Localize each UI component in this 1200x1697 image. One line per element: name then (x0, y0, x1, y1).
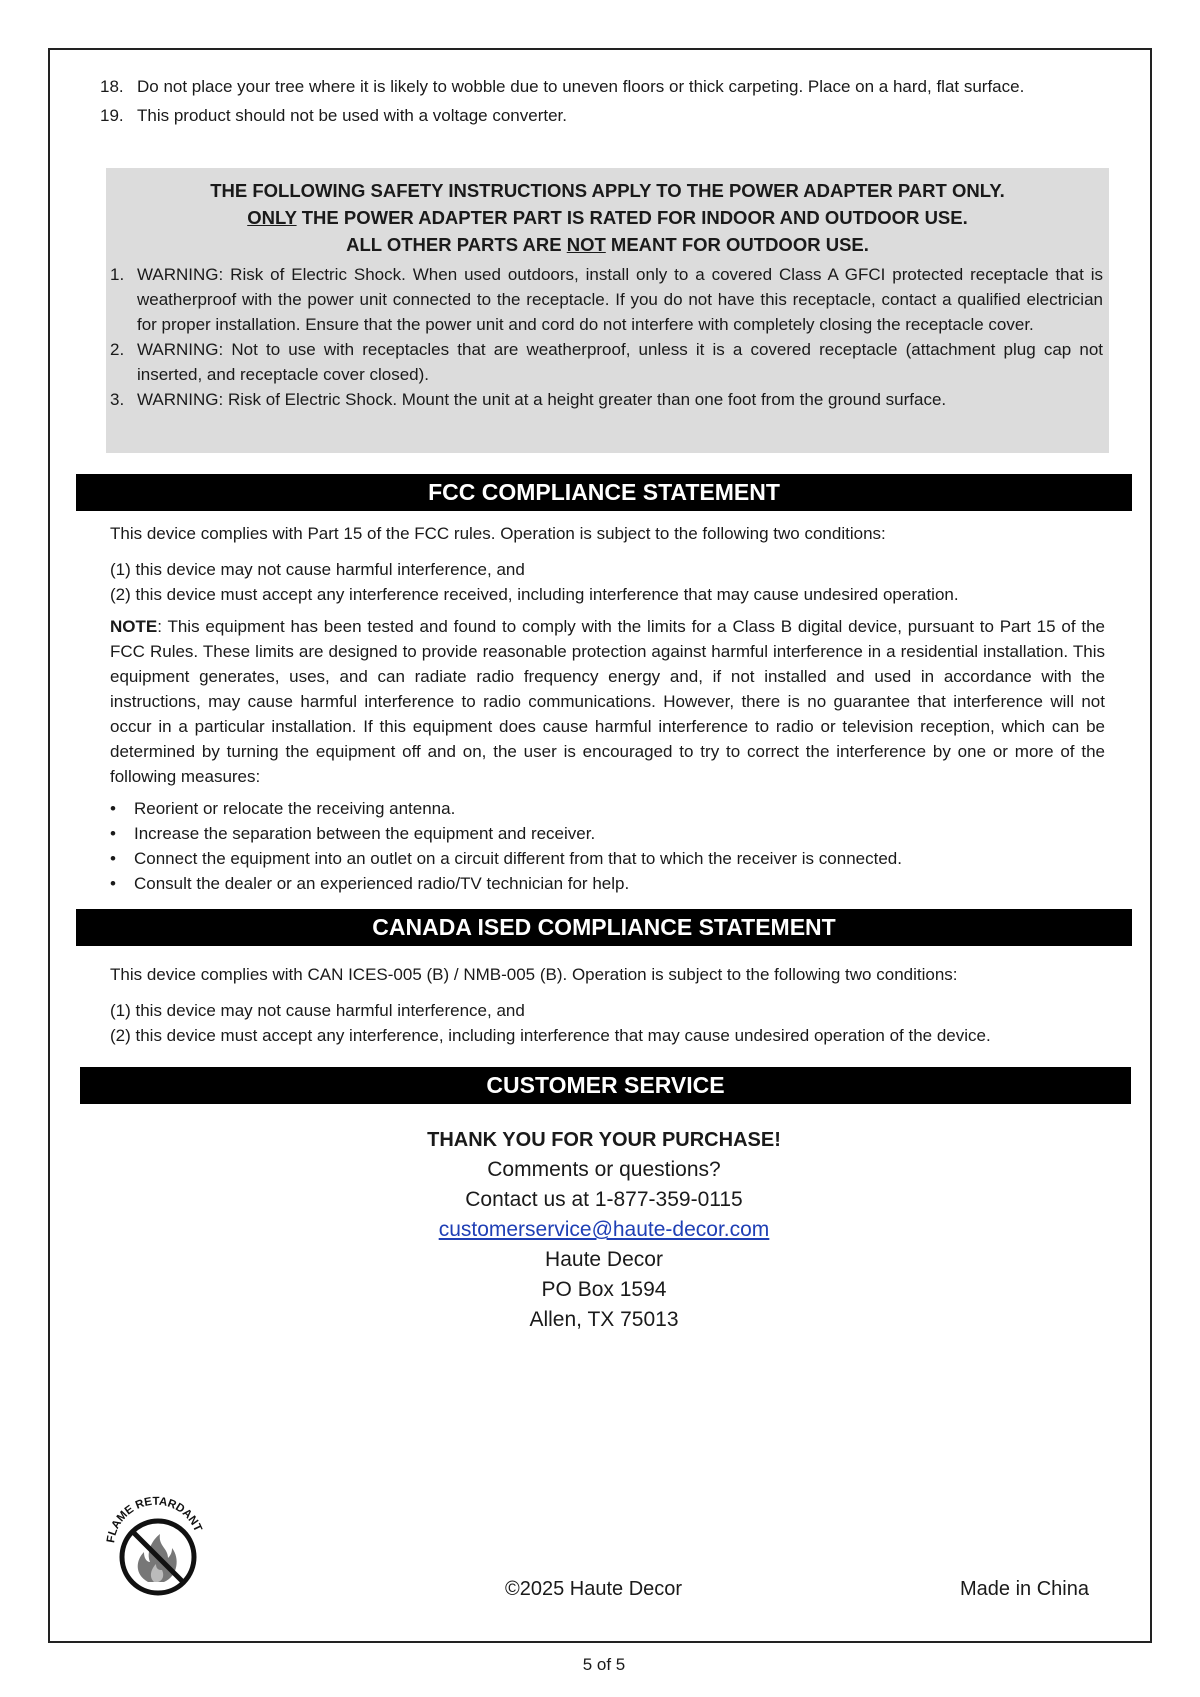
city-address: Allen, TX 75013 (529, 1308, 679, 1331)
item-number: 2. (110, 340, 125, 359)
bullet-icon: • (110, 849, 116, 868)
canada-condition-1: (1) this device may not cause harmful interference, and (110, 1001, 525, 1020)
list-item: • Connect the equipment into an outlet on a circuit different from that to which the receiver is connected. (110, 846, 1105, 871)
no-fire-icon (122, 1521, 194, 1593)
bullet-icon: • (110, 874, 116, 893)
canada-section-header: CANADA ISED COMPLIANCE STATEMENT (76, 909, 1132, 946)
page-number: 5 of 5 (582, 1655, 626, 1674)
list-item: • Increase the separation between the equipment and receiver. (110, 821, 1105, 846)
item-text: This product should not be used with a voltage converter. (137, 106, 567, 125)
list-item (110, 387, 1103, 412)
safety-heading (106, 177, 1109, 258)
item-text: WARNING: Risk of Electric Shock. Mount the unit at a height greater than one foot from the ground surface. (137, 390, 947, 409)
customer-service-block (0, 1125, 1200, 1335)
fcc-condition-2: (2) this device must accept any interference received, including interference that may cause undesired operation. (110, 585, 959, 604)
item-number: 1. (110, 265, 125, 284)
canada-intro: This device complies with CAN ICES-005 (B) / NMB-005 (B). Operation is subject to the following two conditions: (110, 965, 958, 984)
customer-service-header: CUSTOMER SERVICE (80, 1067, 1131, 1104)
fcc-intro: This device complies with Part 15 of the FCC rules. Operation is subject to the following two conditions: (110, 524, 886, 543)
instruction-list (100, 74, 1105, 132)
item-number: 18. (100, 77, 124, 96)
item-text: WARNING: Not to use with receptacles that are weatherproof, unless it is a covered receptacle (attachment plug cap not inserted, and receptacle cover closed). (137, 340, 1103, 384)
fcc-measures-list (110, 796, 1105, 896)
list-item: • Consult the dealer or an experienced radio/TV technician for help. (110, 871, 1105, 896)
email-link[interactable]: customerservice@haute-decor.com (438, 1218, 770, 1241)
item-text: WARNING: Risk of Electric Shock. When used outdoors, install only to a covered Class A GFCI protected receptacle that is weatherproof with the power unit connected to the receptacle. If you do not have this receptacle, contact a qualified electrician for proper installation. Ensure that the power unit and cord do not interfere with completely closing the receptacle cover. (137, 265, 1103, 334)
safety-warning-list (106, 262, 1103, 412)
contact-phone: Contact us at 1-877-359-0115 (465, 1188, 743, 1211)
thank-you-text: THANK YOU FOR YOUR PURCHASE! (427, 1129, 781, 1151)
bullet-icon: • (110, 824, 116, 843)
bullet-icon: • (110, 799, 116, 818)
made-in-text: Made in China (960, 1578, 1089, 1600)
canada-condition-2: (2) this device must accept any interference, including interference that may cause undesired operation of the device. (110, 1026, 991, 1045)
list-item: • Reorient or relocate the receiving antenna. (110, 796, 1105, 821)
copyright-text: ©2025 Haute Decor (505, 1578, 683, 1600)
comments-text: Comments or questions? (487, 1158, 721, 1181)
note-text: : This equipment has been tested and found to comply with the limits for a Class B digital device, pursuant to Part 15 of the FCC Rules. These limits are designed to provide reasonable protection against harmful interference in a residential installation. This equipment generates, uses, and can radiate radio frequency energy and, if not installed and used in accordance with the instructions, may cause harmful interference to radio communications. However, there is no guarantee that interference will not occur in a particular installation. If this equipment does cause harmful interference to radio or television reception, which can be determined by turning the equipment off and on, the user is encouraged to try to correct the interference by one or more of the following measures: (110, 617, 1105, 786)
safety-heading-line2: ONLY THE POWER ADAPTER PART IS RATED FOR INDOOR AND OUTDOOR USE. (247, 207, 968, 228)
item-number: 3. (110, 390, 125, 409)
safety-instructions-box (106, 168, 1109, 453)
fcc-condition-1: (1) this device may not cause harmful interference, and (110, 560, 525, 579)
company-name: Haute Decor (545, 1248, 663, 1271)
safety-heading-line3: ALL OTHER PARTS ARE NOT MEANT FOR OUTDOOR USE. (346, 234, 869, 255)
flame-retardant-logo (100, 1490, 210, 1600)
note-label: NOTE (110, 617, 158, 636)
list-item (110, 337, 1103, 387)
fcc-section-header: FCC COMPLIANCE STATEMENT (76, 474, 1132, 511)
item-text: Do not place your tree where it is likely to wobble due to uneven floors or thick carpeting. Place on a hard, flat surface. (137, 77, 1025, 96)
list-item (100, 74, 1105, 99)
list-item (100, 103, 1105, 128)
po-box: PO Box 1594 (541, 1278, 667, 1301)
list-item (110, 262, 1103, 337)
logo-text: FLAME RETARDANT (105, 1495, 204, 1544)
item-number: 19. (100, 106, 124, 125)
fcc-note (110, 614, 1105, 789)
safety-heading-line1: THE FOLLOWING SAFETY INSTRUCTIONS APPLY TO THE POWER ADAPTER PART ONLY. (210, 180, 1005, 201)
